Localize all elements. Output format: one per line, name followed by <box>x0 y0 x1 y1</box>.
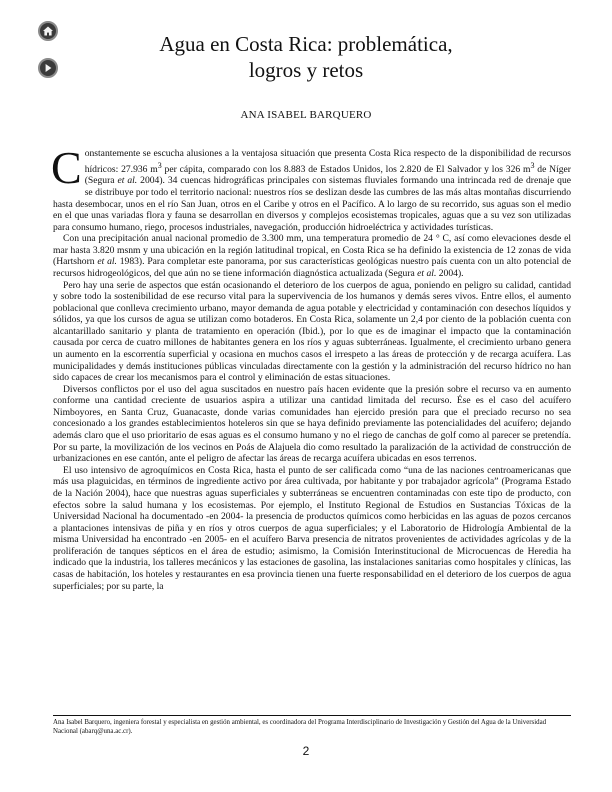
article-body <box>51 142 572 592</box>
paragraph-1: Constantemente se escucha alusiones a la ventajosa situación que presenta Costa Rica respecto de la disponibilidad de recursos hídricos: 27.936 $m^3$ per cápita, comparado con los 8.883 de Estados Unidos, los 2.820 de El Salvador y los 326 $m^3$ de Níger (Segura et al. 2004). 34 cuencas hidrográficas principales con sistemas fluviales formando una intrincada red de drenaje que se distribuye por todo el territorio nacional: nuestros ríos se deslizan desde las cumbres de las más altas montañas discurriendo hasta desembocar, unos en el río San Juan, otros en el Caribe y otros en el Pacífico. A lo largo de su recorrido, sus aguas son el medio en el que unas variadas flora y fauna se desarrollan en diversos y complejos ecosistemas tropicales, aguas que a su vez son utilizadas para consumo humano, riego, procesos industriales, navegación, producción hidroeléctrica y actividades turísticas. <box>51 142 572 233</box>
author-footnote: Ana Isabel Barquero, ingeniera forestal y especialista en gestión ambiental, es coordinadora del Programa Interdisciplinario de Investigación y Gestión del Agua de la Universidad Nacional (abarq@una.ac.cr). <box>53 719 547 735</box>
author-name: ANA ISABEL BARQUERO <box>240 109 372 121</box>
title-line-1: Agua en Costa Rica: problemática, <box>159 32 453 56</box>
paragraph-2: Con una precipitación anual nacional promedio de 3.300 mm, una temperatura promedio de 24 ° C, así como elevaciones desde el mar hasta 3.820 msnm y una ubicación en la región latitudinal tropical, en Costa Rica se ha definido la existencia de 12 zonas de vida (Hartshorn et al. 1983). Para completar este panorama, por sus características geológicas nuestro país cuenta con un alto potencial de recursos hidrogeológicos, del que aún no se tiene información diagnóstica actualizada (Segura et al. 2004). <box>53 233 571 279</box>
home-button[interactable] <box>38 21 58 41</box>
paragraph-3: Pero hay una serie de aspectos que están ocasionando el deterioro de los cuerpos de agua, poniendo en peligro su calidad, cantidad y sobre todo la sostenibilidad de ese recurso vital para la supervivencia de los humanos y demás seres vivos. Entre ellos, el aumento poblacional que conlleva crecimiento urbano, mayor demanda de agua potable y electricidad y contaminación con desechos líquidos y sólidos, ya que los cursos de agua se utilizan como botaderos. En Costa Rica, solamente un 2,4 por ciento de la población cuenta con alcantarillado sanitario y planta de tratamiento en operación (Ibid.), por lo que es de imaginar el impacto que la contaminación causada por cerca de cuatro millones de habitantes genera en los ríos y aguas subterráneas. Igualmente, el crecimiento urbano genera un aumento en la escorrentía superficial y ocasiona en muchos casos el irrespeto a las áreas de protección y de recarga acuífera. Las municipalidades y demás instituciones públicas vinculadas directamente con la gestión y la administración del recurso hídrico no han sido capaces de crear los mecanismos para el control y eliminación de estas situaciones. <box>53 279 571 384</box>
title-line-2: logros y retos <box>248 58 364 82</box>
footnote-divider <box>53 715 571 716</box>
paragraph-4: Diversos conflictos por el uso del agua suscitados en nuestro país hacen evidente que la presión sobre el recurso va en aumento conforme una cantidad creciente de usuarios aspira a utilizar una cantidad limitada del recurso. Ése es el caso del acuífero Nimboyores, en Santa Cruz, Guanacaste, donde varias comunidades han ejercido presión para que el preciado recurso no sea concesionado a los grandes establecimientos hoteleros sin que se haya definido previamente las potencialidades del acuífero; dejando además claro que el uso prioritario de esas aguas es el consumo humano y no el riego de canchas de golf como al parecer se pretendía. Por su parte, la movilización de los vecinos en Poás de Alajuela dio como resultado la paralización de la actividad de construcción de urbanizaciones en ese cantón, ante el peligro de afectar las áreas de recarga acuífera ubicadas en esos terrenos. <box>53 383 571 465</box>
home-icon <box>42 25 54 37</box>
back-button[interactable] <box>38 58 58 78</box>
paragraph-5: El uso intensivo de agroquímicos en Costa Rica, hasta el punto de ser calificada como “una de las naciones centroamericanas que más usa plaguicidas, en términos de ingrediente activo por área cultivada, por habitante y por trabajador agrícola” (Programa Estado de la Nación 2004), hace que nuestras aguas superficiales y subterráneas se encuentren contaminadas con este tipo de producto, con efectos sobre la salud humana y los ecosistemas. Por ejemplo, el Instituto Regional de Estudios en Sustancias Tóxicas de la Universidad Nacional ha documentado -en 2004- la presencia de productos químicos como herbicidas en las aguas de pozos cercanos a plantaciones intensivas de piña y en ríos y otros cuerpos de agua superficiales; y el Laboratorio de Hidrología Ambiental de la misma Universidad ha encontrado -en 2005- en el acuífero Barva presencia de nitratos provenientes de actividades agrícolas y de la proliferación de tanques sépticos en el área de estudio; asimismo, la Comisión Interinstitucional de Microcuencas de Heredia ha indicado que la industria, los talleres mecánicos y las estaciones de gasolina, las instalaciones sanitarias como hospitales y clínicas, las casas de habitación, los hoteles y restaurantes en esa provincia tienen una fuerte responsabilidad en el deterioro de los cuerpos de agua superficiales; por su parte, la <box>53 464 571 592</box>
drop-cap: C <box>51 142 82 193</box>
page-number: 2 <box>302 744 310 758</box>
back-arrow-icon <box>42 62 54 74</box>
article-title <box>100 31 512 83</box>
